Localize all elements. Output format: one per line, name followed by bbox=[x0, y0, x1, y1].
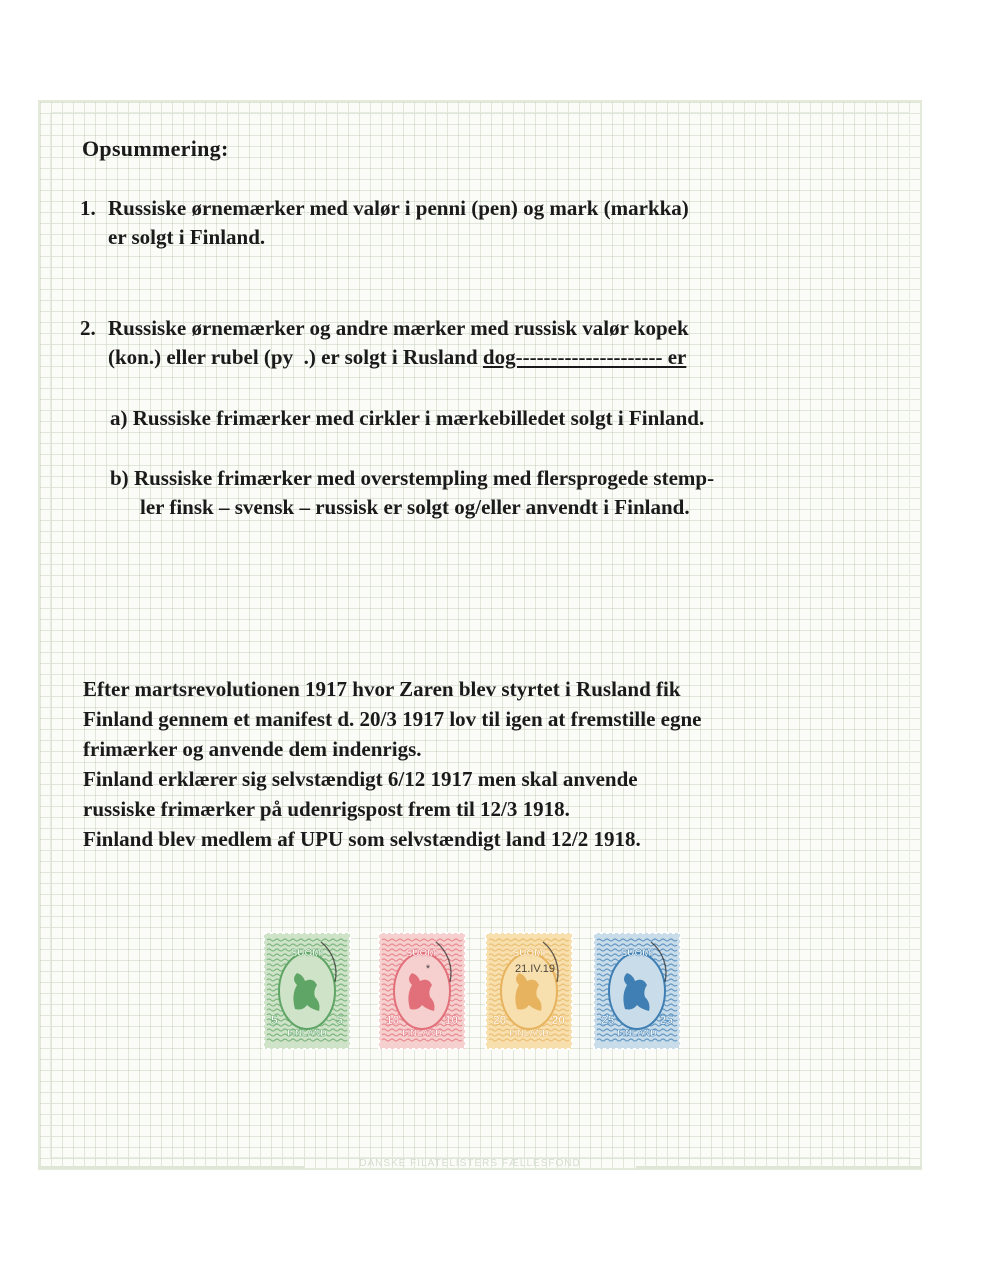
subitem-text-line: Russiske frimærker med cirkler i mærkebilledet solgt i Finland. bbox=[132, 406, 705, 430]
history-line: Finland erklærer sig selvstændigt 6/12 1917 men skal anvende bbox=[83, 767, 638, 791]
summary-item-2 bbox=[80, 314, 880, 372]
album-page bbox=[38, 100, 922, 1170]
stamp-country-label-bottom: FINLAND bbox=[617, 1028, 657, 1038]
stamp-image bbox=[593, 932, 681, 1050]
stamp-country-label: SUOMI bbox=[405, 948, 439, 959]
subitem-text-line: Russiske frimærker med overstempling med flersprogede stemp- bbox=[133, 466, 715, 490]
footer-watermark: DANSKE FILATELISTERS FÆLLESFOND bbox=[359, 1158, 581, 1169]
stamp-value-right: 20 bbox=[551, 1013, 565, 1027]
stamp-value-left: 20 bbox=[493, 1013, 507, 1027]
stamp-country-label: SUOMI bbox=[290, 948, 324, 959]
history-line: frimærker og anvende dem indenrigs. bbox=[83, 737, 422, 761]
summary-item-1 bbox=[80, 194, 880, 252]
stamp-value-right: 5 bbox=[336, 1013, 343, 1027]
stamp-image bbox=[263, 932, 351, 1050]
stamp-country-label: SUOMI bbox=[620, 948, 654, 959]
subitem-b bbox=[110, 464, 900, 522]
item-text-line: er solgt i Finland. bbox=[108, 225, 266, 249]
grid-frame bbox=[38, 100, 922, 1170]
subitem-label: a) bbox=[110, 406, 128, 430]
stamp-row bbox=[263, 932, 683, 1052]
stamp-image bbox=[485, 932, 573, 1050]
stamp-country-label-bottom: FINLAND bbox=[287, 1028, 327, 1038]
footer-rule-left bbox=[38, 1166, 304, 1169]
stamp-country-label-bottom: FINLAND bbox=[509, 1028, 549, 1038]
postmark-text: * bbox=[425, 963, 431, 975]
stamp-image bbox=[378, 932, 466, 1050]
item-number: 1. bbox=[80, 196, 96, 220]
item-text-line: Russiske ørnemærker med valør i penni (pen) og mark (markka) bbox=[108, 196, 689, 220]
stamp-country-label: SUOMI bbox=[512, 948, 546, 959]
history-line: Finland blev medlem af UPU som selvstændigt land 12/2 1918. bbox=[83, 827, 641, 851]
subitem-a bbox=[110, 404, 900, 433]
stamp-value-left: 25 bbox=[601, 1013, 615, 1027]
history-line: russiske frimærker på udenrigspost frem til 12/3 1918. bbox=[83, 797, 570, 821]
history-line: Efter martsrevolutionen 1917 hvor Zaren blev styrtet i Rusland fik bbox=[83, 677, 681, 701]
item-text-line: Russiske ørnemærker og andre mærker med russisk valør kopek bbox=[108, 316, 689, 340]
postmark-text: 21.IV.19 bbox=[515, 963, 555, 975]
item-number: 2. bbox=[80, 316, 96, 340]
item-text-line: (kon.) eller rubel (py .) er solgt i Rusland bbox=[108, 345, 483, 369]
stamp-country-label-bottom: FINLAND bbox=[402, 1028, 442, 1038]
page-heading: Opsummering: bbox=[82, 136, 229, 161]
underlined-note: dog--------------------- er bbox=[482, 345, 687, 369]
subitem-label: b) bbox=[110, 466, 129, 490]
stamp-value-right: 10 bbox=[444, 1013, 458, 1027]
stamp-5-penni bbox=[263, 932, 351, 1050]
footer-rule-right bbox=[636, 1166, 922, 1169]
subitem-text-line: ler finsk – svensk – russisk er solgt og/eller anvendt i Finland. bbox=[140, 495, 690, 519]
stamp-value-right: 25 bbox=[659, 1013, 673, 1027]
stamp-25-penni bbox=[593, 932, 681, 1050]
history-paragraph bbox=[83, 674, 873, 854]
stamp-value-left: 10 bbox=[386, 1013, 400, 1027]
history-line: Finland gennem et manifest d. 20/3 1917 lov til igen at fremstille egne bbox=[83, 707, 702, 731]
stamp-20-penni bbox=[485, 932, 573, 1050]
stamp-10-penni bbox=[378, 932, 466, 1050]
stamp-value-left: 5 bbox=[271, 1013, 278, 1027]
